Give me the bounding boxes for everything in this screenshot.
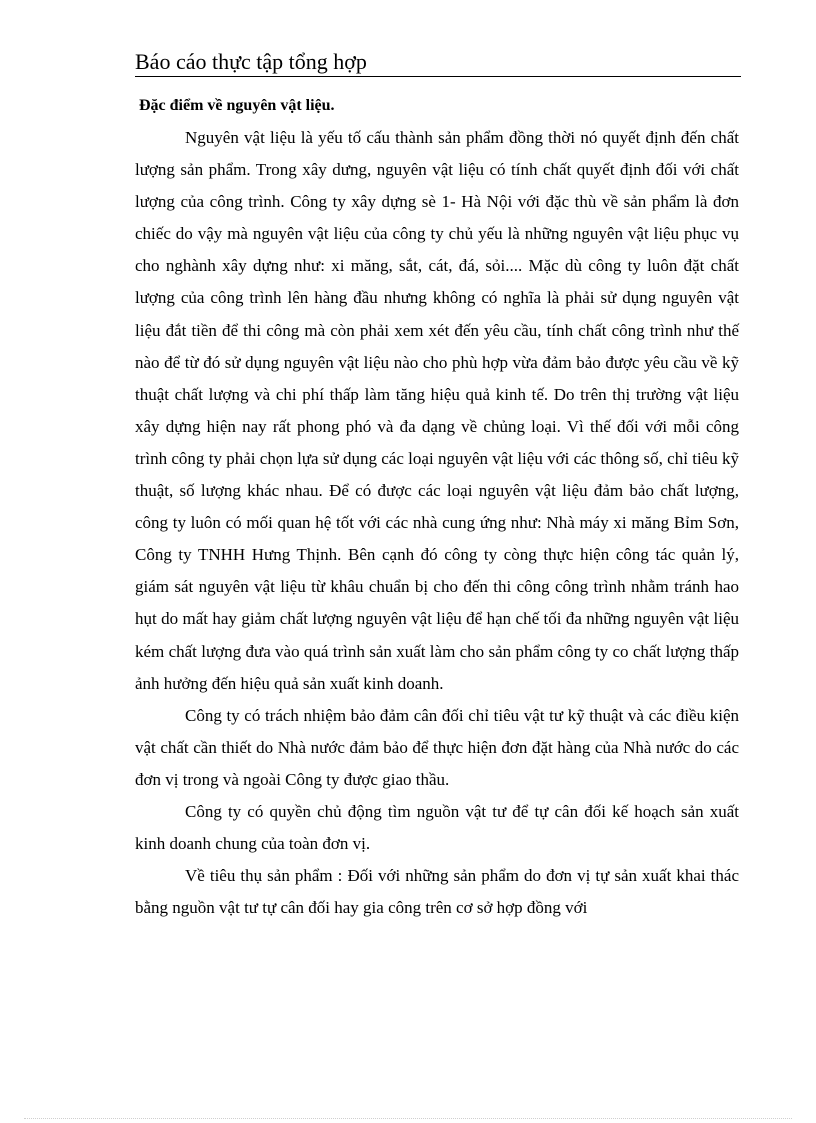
- section-heading: Đặc điểm về nguyên vật liệu.: [139, 97, 335, 114]
- page-header-title: Báo cáo thực tập tổng hợp: [135, 48, 741, 77]
- paragraph: Công ty có quyền chủ động tìm nguồn vật tư để tự cân đối kế hoạch sản xuất kinh doanh chung của toàn đơn vị.: [135, 801, 739, 854]
- footer-divider: [24, 1118, 792, 1119]
- paragraph: Công ty có trách nhiệm bảo đảm cân đối chỉ tiêu vật tư kỹ thuật và các điều kiện vật chất cần thiết do Nhà nước đảm bảo để thực hiện đơn đặt hàng của Nhà nước do các đơn vị trong và ngoài Công ty được giao thầu.: [135, 705, 739, 789]
- paragraph: Về tiêu thụ sản phẩm : Đối với những sản phẩm do đơn vị tự sản xuất khai thác bằng nguồn vật tư tự cân đối hay gia công trên cơ sở hợp đồng với: [135, 866, 739, 918]
- document-body: [135, 122, 739, 924]
- paragraph: Nguyên vật liệu là yếu tố cấu thành sản phẩm đồng thời nó quyết định đến chất lượng sản phẩm. Trong xây dưng, nguyên vật liệu có tính chất quyết định đối với chất lượng của công trình. Công ty xây dựng sè 1- Hà Nội với đặc thù về sản phẩm là đơn chiếc do vậy mà nguyên vật liệu của công ty chủ yếu là những nguyên vật liệu phục vụ cho nghành xây dựng như: xi măng, sắt, cát, đá, sỏi.... Mặc dù công ty luôn đặt chất lượng của công trình lên hàng đầu nhưng không có nghĩa là phải sử dụng nguyên vật liệu đắt tiền để thi công mà còn phải xem xét đến yêu cầu, tính chất công trình như thế nào để từ đó sử dụng nguyên vật liệu nào cho phù hợp vừa đảm bảo được yêu cầu về kỹ thuật chất lượng và chi phí thấp làm tăng hiệu quả kinh tế. Do trên thị trường vật liệu xây dựng hiện nay rất phong phó và đa dạng về chủng loại. Vì thế đối với mỗi công trình công ty phải chọn lựa sử dụng các loại nguyên vật liệu với các thông số, chỉ tiêu kỹ thuật, số lượng khác nhau. Để có được các loại nguyên vật liệu đảm bảo chất lượng, công ty luôn có mối quan hệ tốt với các nhà cung ứng như: Nhà máy xi măng Bỉm Sơn, Công ty TNHH Hưng Thịnh. Bên cạnh đó công ty còng thực hiện công tác quản lý, giám sát nguyên vật liệu từ khâu chuẩn bị cho đến thi công công trình nhằm tránh hao hụt do mất hay giảm chất lượng nguyên vật liệu để hạn chế tối đa những nguyên vật liệu kém chất lượng đưa vào quá trình sản xuất làm cho sản phẩm công ty co chất lượng thấp ảnh hưởng đến hiệu quả sản xuất kinh doanh.: [135, 128, 739, 693]
